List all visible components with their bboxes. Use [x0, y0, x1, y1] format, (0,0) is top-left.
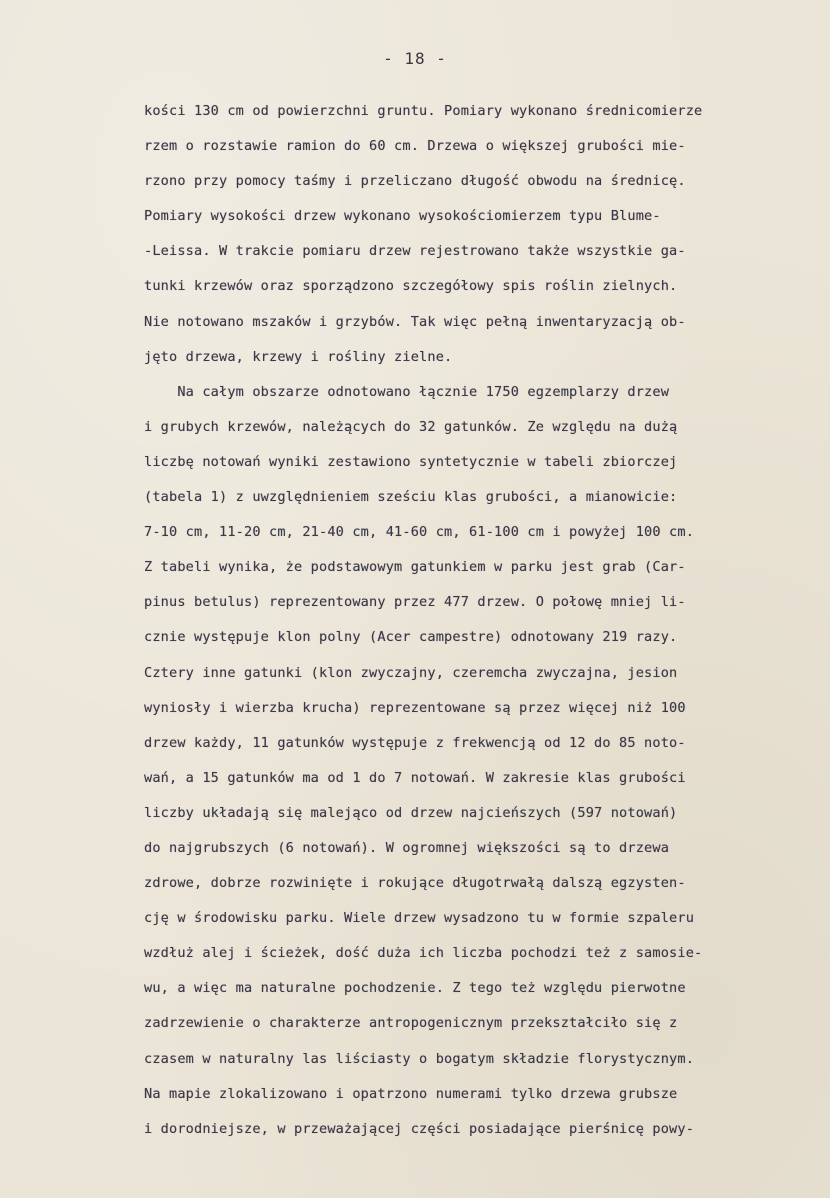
- text-line: Pomiary wysokości drzew wykonano wysokościomierzem typu Blume-: [144, 208, 661, 225]
- text-line: czasem w naturalny las liściasty o bogatym składzie florystycznym.: [144, 1050, 695, 1067]
- text-line: drzew każdy, 11 gatunków występuje z frekwencją od 12 do 85 noto-: [144, 734, 686, 751]
- text-line: rzono przy pomocy taśmy i przeliczano długość obwodu na średnicę.: [144, 173, 686, 190]
- text-line: kości 130 cm od powierzchni gruntu. Pomiary wykonano średnicomierze: [144, 103, 703, 119]
- text-line: cję w środowisku parku. Wiele drzew wysadzono tu w formie szpaleru: [144, 910, 695, 927]
- text-line: zdrowe, dobrze rozwinięte i rokujące długotrwałą dalszą egzysten-: [144, 875, 686, 892]
- text-line: tunki krzewów oraz sporządzono szczegółowy spis roślin zielnych.: [144, 278, 678, 295]
- text-line: 7-10 cm, 11-20 cm, 21-40 cm, 41-60 cm, 61-100 cm i powyżej 100 cm.: [144, 524, 695, 541]
- text-line: wyniosły i wierzba krucha) reprezentowane są przez więcej niż 100: [144, 699, 686, 716]
- text-line: i dorodniejsze, w przeważającej części posiadające pierśnicę powy-: [144, 1120, 695, 1137]
- text-line: rzem o rozstawie ramion do 60 cm. Drzewa o większej grubości mie-: [144, 138, 686, 155]
- text-line: liczbę notowań wyniki zestawiono syntetycznie w tabeli zbiorczej: [144, 453, 678, 470]
- text-line: (tabela 1) z uwzględnieniem sześciu klas grubości, a mianowicie:: [144, 489, 678, 506]
- text-line: do najgrubszych (6 notowań). W ogromnej większości są to drzewa: [144, 839, 670, 856]
- page-number: - 18 -: [383, 49, 447, 68]
- text-line: -Leissa. W trakcie pomiaru drzew rejestrowano także wszystkie ga-: [144, 243, 686, 260]
- text-line: wzdłuż alej i ścieżek, dość duża ich liczba pochodzi też z samosie-: [144, 945, 703, 962]
- text-line: zadrzewienie o charakterze antropogenicznym przekształciło się z: [144, 1015, 678, 1032]
- text-line: wań, a 15 gatunków ma od 1 do 7 notowań. W zakresie klas grubości: [144, 769, 686, 786]
- body-text: [144, 94, 826, 1147]
- text-line: wu, a więc ma naturalne pochodzenie. Z tego też względu pierwotne: [144, 980, 686, 997]
- text-line: Z tabeli wynika, że podstawowym gatunkiem w parku jest grab (Car-: [144, 559, 686, 576]
- text-line: Na mapie zlokalizowano i opatrzono numerami tylko drzewa grubsze: [144, 1085, 678, 1102]
- text-line: cznie występuje klon polny (Acer campestre) odnotowany 219 razy.: [144, 629, 678, 646]
- text-line: jęto drzewa, krzewy i rośliny zielne.: [144, 348, 453, 365]
- text-line: liczby układają się malejąco od drzew najcieńszych (597 notowań): [144, 804, 678, 821]
- text-line: Na całym obszarze odnotowano łącznie 1750 egzemplarzy drzew: [144, 383, 670, 400]
- text-line: Nie notowano mszaków i grzybów. Tak więc pełną inwentaryzacją ob-: [144, 313, 686, 330]
- text-line: Cztery inne gatunki (klon zwyczajny, czeremcha zwyczajna, jesion: [144, 664, 678, 681]
- text-line: pinus betulus) reprezentowany przez 477 drzew. O połowę mniej li-: [144, 594, 686, 611]
- text-line: i grubych krzewów, należących do 32 gatunków. Ze względu na dużą: [144, 418, 678, 435]
